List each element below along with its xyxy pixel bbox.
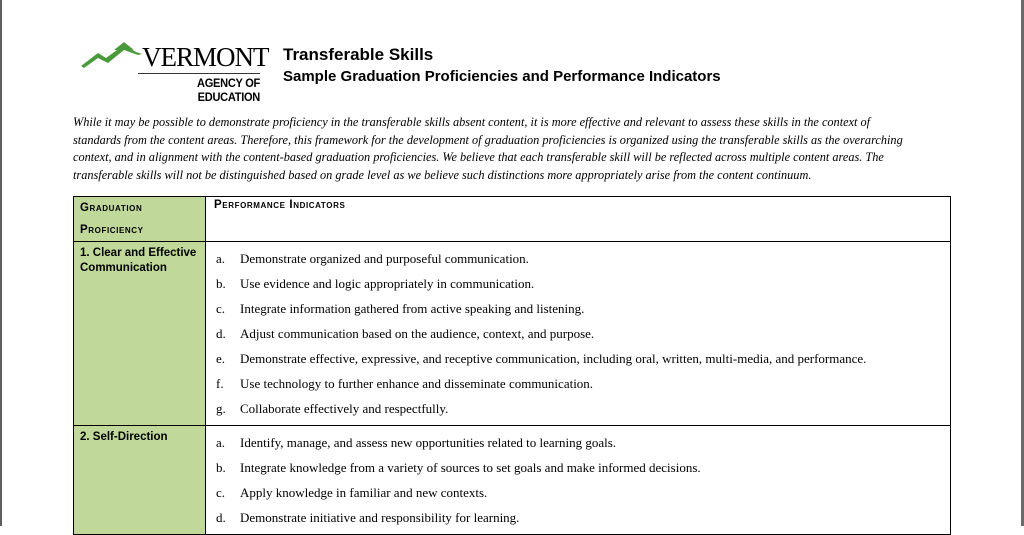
intro-line: transferable skills will not be distinguished based on grade level as we believe such distinctions more appropriately arise from the content continuum. (73, 167, 812, 182)
header-cell-proficiency (74, 197, 206, 242)
window-left-edge (0, 0, 2, 526)
header-proficiency-line1: Graduation (80, 202, 143, 214)
list-item (216, 321, 950, 346)
indicators-cell (206, 426, 951, 535)
intro-line: context, and in alignment with the content-based graduation proficiencies. We believe that each transferable skill will be reflected across multiple content areas. The (73, 150, 884, 164)
indicator-text: Demonstrate effective, expressive, and receptive communication, including oral, written, multi-media, and performance. (240, 351, 867, 366)
logo-divider (138, 73, 260, 74)
indicator-text: Integrate knowledge from a variety of sources to set goals and make informed decisions. (240, 460, 701, 475)
list-item (216, 430, 950, 455)
indicator-list (206, 242, 950, 425)
indicator-list (206, 426, 950, 534)
header-indicators-label: Performance Indicators (214, 199, 346, 211)
logo-agency-text: AGENCY OF EDUCATION (197, 76, 260, 104)
proficiency-cell (74, 426, 206, 535)
header-cell-indicators (206, 197, 951, 242)
document-title: Transferable Skills (283, 45, 434, 64)
indicators-cell (206, 242, 951, 426)
list-item (216, 296, 950, 321)
list-item (216, 480, 950, 505)
indicator-letter: g. (216, 401, 226, 416)
indicator-letter: d. (216, 326, 226, 341)
list-item (216, 371, 950, 396)
indicator-letter: b. (216, 276, 226, 291)
intro-line: standards from the content areas. Therefore, this framework for the development of graduation proficiencies is organized using the transferable skills as the overarching (73, 132, 903, 147)
logo-wordmark: VERMONT (142, 42, 269, 72)
list-item (216, 346, 950, 371)
intro-line: While it may be possible to demonstrate proficiency in the transferable skills absent content, it is more effective and relevant to assess these skills in the context of (73, 115, 871, 129)
intro-paragraph (73, 114, 953, 184)
indicator-text: Demonstrate initiative and responsibility for learning. (240, 510, 520, 525)
indicator-text: Identify, manage, and assess new opportunities related to learning goals. (240, 435, 617, 450)
indicator-letter: b. (216, 460, 226, 475)
vermont-aoe-logo (80, 38, 269, 104)
indicator-letter: d. (216, 510, 226, 525)
mountain-logo-icon (80, 38, 150, 74)
indicator-text: Apply knowledge in familiar and new contexts. (240, 485, 488, 500)
proficiency-label: 1. Clear and Effective Communication (80, 247, 197, 274)
table-row (74, 242, 951, 426)
indicator-letter: e. (216, 351, 226, 366)
header-proficiency-line2: Proficiency (80, 224, 144, 236)
indicator-letter: a. (216, 251, 226, 266)
indicator-letter: f. (216, 376, 224, 391)
table-row (74, 426, 951, 535)
list-item (216, 396, 950, 421)
indicator-text: Use technology to further enhance and disseminate communication. (240, 376, 594, 391)
indicator-text: Collaborate effectively and respectfully. (240, 401, 449, 416)
proficiency-label: 2. Self-Direction (80, 431, 168, 443)
proficiency-table (73, 196, 951, 535)
list-item (216, 505, 950, 530)
indicator-letter: c. (216, 301, 226, 316)
list-item (216, 455, 950, 480)
document-subtitle: Sample Graduation Proficiencies and Performance Indicators (283, 68, 721, 85)
list-item (216, 246, 950, 271)
proficiency-cell (74, 242, 206, 426)
indicator-text: Use evidence and logic appropriately in communication. (240, 276, 535, 291)
indicator-text: Adjust communication based on the audience, context, and purpose. (240, 326, 595, 341)
indicator-text: Integrate information gathered from active speaking and listening. (240, 301, 585, 316)
indicator-letter: a. (216, 435, 226, 450)
indicator-letter: c. (216, 485, 226, 500)
table-header-row (74, 197, 951, 242)
indicator-text: Demonstrate organized and purposeful communication. (240, 251, 529, 266)
list-item (216, 271, 950, 296)
